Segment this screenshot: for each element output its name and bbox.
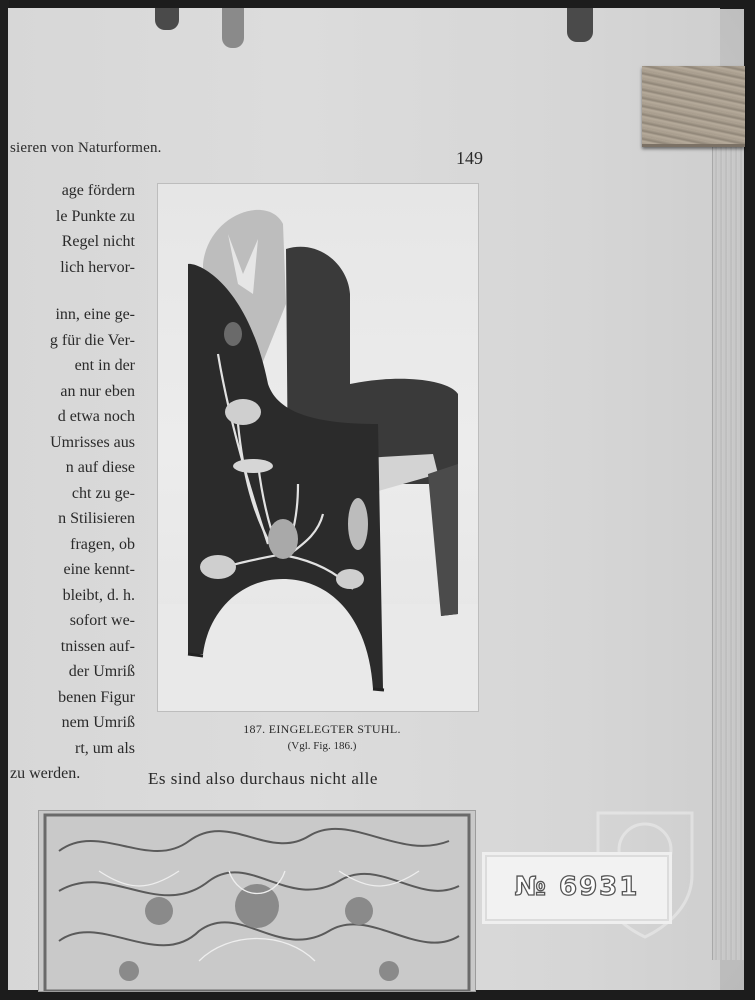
inlaid-chair-illustration bbox=[158, 184, 478, 711]
text-line: sofort we- bbox=[69, 612, 135, 629]
text-line: tnissen auf- bbox=[60, 637, 135, 655]
text-line: inn, eine ge- bbox=[55, 306, 135, 323]
text-line: bleibt, d. h. bbox=[62, 586, 135, 604]
text-line: lich hervor- bbox=[60, 258, 135, 276]
text-line: benen Figur bbox=[58, 688, 135, 706]
text-line: age fördern bbox=[61, 182, 135, 199]
text-line: fragen, ob bbox=[70, 535, 135, 553]
text-line: eine kennt- bbox=[63, 561, 135, 578]
ornament-pattern bbox=[39, 811, 475, 991]
text-line: rt, um als bbox=[75, 739, 135, 757]
text-line: Es sind also durchaus nicht alle bbox=[148, 769, 378, 788]
chair-photograph bbox=[157, 183, 479, 712]
text-line: g für die Ver- bbox=[49, 331, 135, 349]
book-page-edges bbox=[712, 140, 747, 960]
text-line: d etwa noch bbox=[57, 408, 135, 425]
text-line: der Umriß bbox=[68, 663, 135, 680]
text-line: nem Umriß bbox=[61, 714, 135, 731]
clip-mark bbox=[222, 8, 244, 48]
text-line: an nur eben bbox=[60, 382, 135, 400]
page-number: 149 bbox=[456, 148, 483, 168]
text-line: n auf diese bbox=[65, 459, 135, 476]
text-line: n Stilisieren bbox=[58, 510, 135, 527]
text-line: le Punkte zu bbox=[55, 207, 135, 225]
text-line: Umrisses aus bbox=[50, 433, 135, 451]
text-line: zu werden. bbox=[10, 765, 81, 782]
ornamental-textile-image bbox=[38, 810, 476, 992]
clip-mark bbox=[155, 8, 179, 30]
plate-number-label bbox=[485, 855, 669, 921]
figure-caption: 187. EINGELEGTER STUHL. bbox=[243, 722, 401, 736]
running-head: sieren von Naturformen. bbox=[10, 140, 162, 156]
wooden-block bbox=[642, 66, 745, 147]
plate-number: № 6931 bbox=[514, 872, 640, 902]
text-column bbox=[10, 178, 135, 787]
plate-edge-right bbox=[744, 0, 755, 1000]
text-line: Regel nicht bbox=[61, 233, 135, 250]
text-line: cht zu ge- bbox=[71, 484, 135, 502]
clip-mark bbox=[567, 8, 593, 42]
figure-subcaption: (Vgl. Fig. 186.) bbox=[287, 740, 357, 752]
text-line: ent in der bbox=[74, 357, 135, 374]
